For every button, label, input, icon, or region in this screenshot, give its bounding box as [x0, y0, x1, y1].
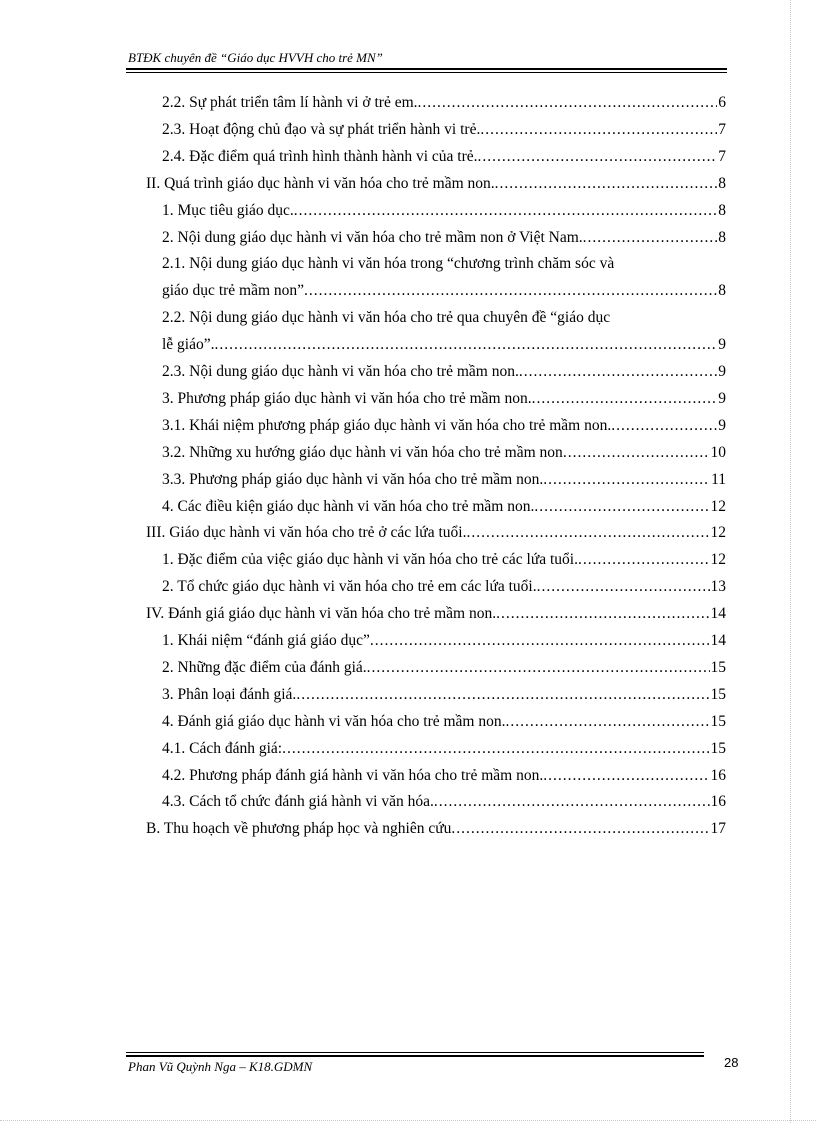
- toc-entry: [162, 388, 726, 410]
- toc-entry: [162, 711, 726, 733]
- toc-leader-dots: [578, 549, 710, 571]
- toc-entry-title: 4. Đánh giá giáo dục hành vi văn hóa cho trẻ mầm non.: [162, 712, 506, 730]
- toc-leader-dots: [370, 630, 710, 652]
- toc-leader-dots: [296, 684, 709, 706]
- toc-leader-dots: [532, 388, 718, 410]
- header-rule-thin: [126, 72, 727, 73]
- toc-entry-title: giáo dục trẻ mầm non”: [162, 282, 305, 300]
- toc-entry-title: 1. Đặc điểm của việc giáo dục hành vi văn hóa cho trẻ các lứa tuổi.: [162, 551, 578, 569]
- toc-entry-title: IV. Đánh giá giáo dục hành vi văn hóa cho trẻ mầm non.: [146, 605, 497, 623]
- header-rule: [126, 68, 727, 70]
- toc-entry: [146, 522, 726, 544]
- page-edge-bottom: [0, 1120, 816, 1122]
- toc-leader-dots: [543, 469, 710, 491]
- toc-leader-dots: [304, 280, 717, 302]
- toc-entry: [162, 146, 726, 168]
- toc-leader-dots: [506, 711, 710, 733]
- toc-entry: [146, 818, 726, 840]
- toc-entry-title: 2.2. Sự phát triển tâm lí hành vi ở trẻ em.: [162, 94, 418, 111]
- toc-entry-title: 2.1. Nội dung giáo dục hành vi văn hóa trong “chương trình chăm sóc và: [162, 255, 615, 273]
- toc-entry: [162, 576, 726, 598]
- toc-entry-title: 3.3. Phương pháp giáo dục hành vi văn hóa cho trẻ mầm non.: [162, 470, 544, 488]
- toc-entry: [162, 200, 726, 222]
- toc-entry-page: 7: [718, 147, 726, 165]
- toc-leader-dots: [418, 92, 718, 114]
- toc-entry-page: 16: [710, 766, 726, 784]
- toc-leader-dots: [434, 791, 710, 813]
- toc-entry-page: 15: [710, 685, 726, 703]
- toc-leader-dots: [563, 442, 710, 464]
- toc-leader-dots: [466, 522, 709, 544]
- toc-entry-title: 3.1. Khái niệm phương pháp giáo dục hành vi văn hóa cho trẻ mầm non.: [162, 416, 612, 434]
- toc-entry-title: III. Giáo dục hành vi văn hóa cho trẻ ở các lứa tuổi.: [146, 524, 467, 542]
- toc-entry: [162, 765, 726, 787]
- toc-entry-title: 3. Phân loại đánh giá.: [162, 685, 297, 703]
- toc-entry-page: 15: [710, 658, 726, 676]
- toc-entry-title: 4.3. Cách tổ chức đánh giá hành vi văn hóa.: [162, 793, 434, 811]
- toc-entry: [162, 361, 726, 383]
- toc-entry: [162, 119, 726, 141]
- toc-entry: [162, 415, 726, 437]
- toc-leader-dots: [282, 738, 709, 760]
- page-edge-right: [790, 0, 792, 1123]
- toc-entry-page: 8: [718, 174, 726, 192]
- toc-entry-page: 13: [710, 578, 726, 596]
- toc-entry-page: 15: [710, 739, 726, 757]
- toc-entry-page: 8: [718, 228, 726, 246]
- toc-leader-dots: [495, 173, 718, 195]
- toc-leader-dots: [537, 576, 710, 598]
- page-header: BTĐK chuyên đề “Giáo dục HVVH cho trẻ MN”: [128, 50, 383, 65]
- toc-entry-page: 12: [710, 551, 726, 569]
- toc-leader-dots: [451, 818, 709, 840]
- toc-entry-title: 4.2. Phương pháp đánh giá hành vi văn hóa cho trẻ mầm non.: [162, 766, 544, 784]
- toc-entry: [162, 630, 726, 652]
- toc-entry: [162, 469, 726, 491]
- toc-entry: [162, 684, 726, 706]
- toc-entry-page: 16: [710, 793, 726, 811]
- toc-leader-dots: [367, 657, 710, 679]
- toc-entry-page: 6: [718, 94, 726, 111]
- footer-rule: [126, 1052, 704, 1053]
- toc-entry-page: 8: [718, 201, 726, 219]
- toc-entry-page: 9: [718, 389, 726, 407]
- toc-entry-page: 14: [710, 605, 726, 623]
- toc-entry-title: lễ giáo”.: [162, 336, 215, 354]
- toc-entry-page: 9: [718, 336, 726, 354]
- toc-leader-dots: [583, 227, 718, 249]
- toc-entry: [146, 603, 726, 625]
- toc-entry-title: 1. Khái niệm “đánh giá giáo dục”: [162, 632, 370, 649]
- toc-leader-dots: [534, 496, 709, 518]
- toc-entry: [162, 92, 726, 114]
- toc-entry-title: 4. Các điều kiện giáo dục hành vi văn hóa cho trẻ mầm non.: [162, 497, 535, 515]
- toc-entry-page: 11: [711, 470, 726, 488]
- toc-entry-title: 2.4. Đặc điểm quá trình hình thành hành vi của trẻ.: [162, 147, 478, 165]
- toc-leader-dots: [611, 415, 717, 437]
- toc-entry: [162, 442, 726, 464]
- toc-entry: [162, 227, 726, 249]
- toc-entry-page: 9: [718, 363, 726, 380]
- toc-entry-page: 9: [718, 416, 726, 434]
- toc-entry-title: B. Thu hoạch về phương pháp học và nghiên cứu: [146, 820, 452, 838]
- toc-leader-dots: [215, 334, 718, 356]
- toc-entry: [162, 280, 726, 302]
- toc-entry-page: 14: [710, 632, 726, 649]
- toc-entry: [162, 307, 726, 329]
- toc-entry-title: 2. Những đặc điểm của đánh giá.: [162, 658, 367, 676]
- toc-entry-page: 17: [710, 820, 726, 838]
- toc-entry-title: 2.2. Nội dung giáo dục hành vi văn hóa cho trẻ qua chuyên đề “giáo dục: [162, 309, 611, 327]
- toc-entry: [162, 738, 726, 760]
- toc-leader-dots: [478, 146, 718, 168]
- toc-entry-title: 2.3. Hoạt động chủ đạo và sự phát triển hành vi trẻ.: [162, 120, 481, 138]
- toc-entry-title: II. Quá trình giáo dục hành vi văn hóa cho trẻ mầm non.: [146, 174, 495, 192]
- page-number: 28: [724, 1055, 739, 1070]
- toc-entry: [162, 549, 726, 571]
- toc-entry: [162, 657, 726, 679]
- toc-entry-title: 2.3. Nội dung giáo dục hành vi văn hóa cho trẻ mầm non.: [162, 363, 519, 380]
- toc-leader-dots: [294, 200, 718, 222]
- toc-entry: [162, 496, 726, 518]
- toc-leader-dots: [480, 119, 717, 141]
- toc-entry-title: 3. Phương pháp giáo dục hành vi văn hóa cho trẻ mầm non.: [162, 389, 532, 407]
- footer-author: Phan Vũ Quỳnh Nga – K18.GDMN: [128, 1059, 313, 1074]
- toc-entry-title: 2. Tổ chức giáo dục hành vi văn hóa cho trẻ em các lứa tuổi.: [162, 578, 537, 596]
- toc-entry: [146, 173, 726, 195]
- toc-entry: [162, 253, 726, 275]
- footer-rule-thick: [126, 1055, 704, 1057]
- toc-entry-title: 2. Nội dung giáo dục hành vi văn hóa cho trẻ mầm non ở Việt Nam.: [162, 228, 583, 246]
- toc-entry-title: 3.2. Những xu hướng giáo dục hành vi văn hóa cho trẻ mầm non: [162, 443, 563, 461]
- toc-entry: [162, 791, 726, 813]
- toc-leader-dots: [543, 765, 709, 787]
- toc-entry-title: 4.1. Cách đánh giá:: [162, 739, 283, 757]
- toc-entry: [162, 334, 726, 356]
- toc-entry-title: 1. Mục tiêu giáo dục.: [162, 201, 294, 219]
- toc-entry-page: 15: [710, 712, 726, 730]
- toc-leader-dots: [519, 361, 717, 383]
- toc-entry-page: 7: [718, 120, 726, 138]
- toc-entry-page: 10: [710, 443, 726, 461]
- toc-leader-dots: [496, 603, 709, 625]
- toc-entry-page: 12: [710, 497, 726, 515]
- toc-entry-page: 8: [718, 282, 726, 300]
- toc-entry-page: 12: [710, 524, 726, 542]
